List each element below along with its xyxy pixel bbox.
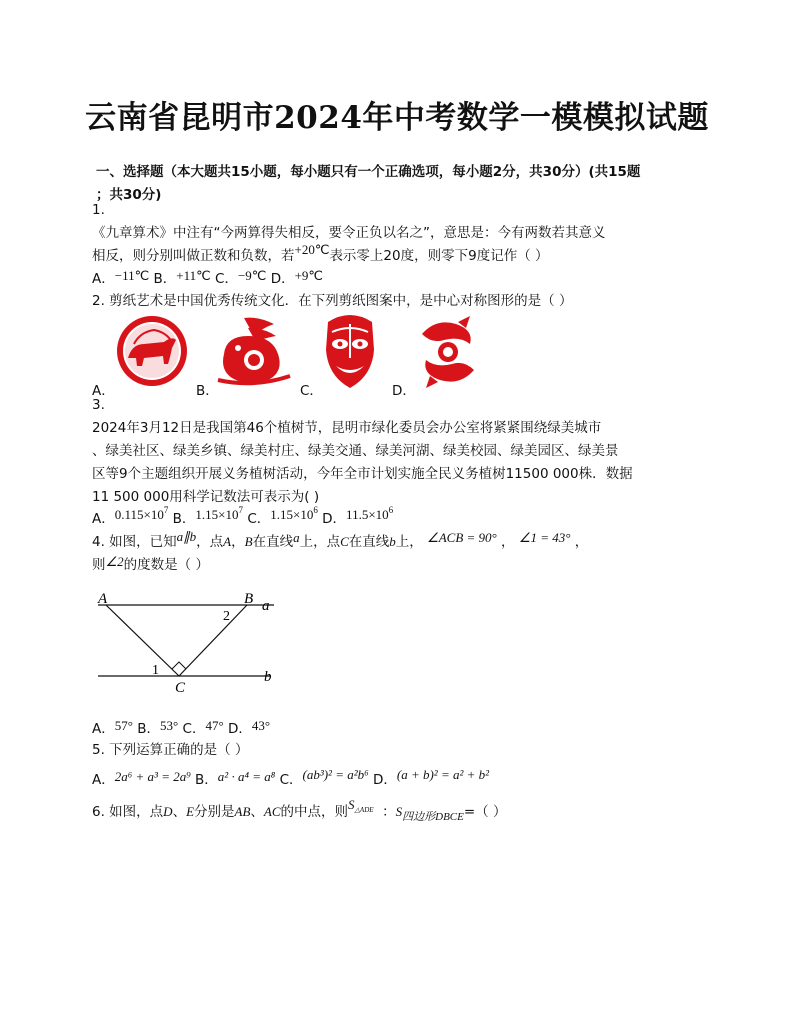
q3-line1: 2024年3月12日是我国第46个植树节，昆明市绿化委员会办公室将紧紧围绕绿美城市 xyxy=(92,420,602,436)
q6-area-dbce xyxy=(395,804,464,823)
q1-option-b-value: +11℃ xyxy=(176,268,211,283)
q5-text: 5. 下列运算正确的是（ ） xyxy=(92,742,249,758)
fig-label-c-point: C xyxy=(175,680,186,696)
q4-text-o: ， xyxy=(501,534,515,550)
q4-line-a: a xyxy=(293,530,300,545)
q1-option-a-value: −11℃ xyxy=(114,268,150,283)
q3-option-b-exp: 7 xyxy=(238,505,244,515)
q4-point-c: C xyxy=(340,534,349,549)
q4-text-i: 上，点 xyxy=(299,534,341,550)
section-heading: 一、选择题（本大题共15小题，每小题只有一个正确选项，每小题2分，共30分）(共15题 xyxy=(96,164,641,180)
q4-option-a-label[interactable]: A． xyxy=(92,721,115,737)
q6-text-i: 的中点，则 xyxy=(280,804,349,820)
q5-option-c-label[interactable]: C． xyxy=(279,772,303,788)
q5-option-b-expr: a² · a⁴ = a⁸ xyxy=(217,769,276,784)
q6-text-k: =（ ） xyxy=(463,804,507,820)
paper-cut-rabbit-icon xyxy=(214,314,296,392)
q1-line2 xyxy=(92,244,549,264)
q6-text-e: 分别是 xyxy=(194,804,235,820)
q6-area-ade xyxy=(348,797,374,812)
q5-option-d-expr: (a + b)² = a² + b² xyxy=(396,767,490,782)
q1-options xyxy=(92,267,323,287)
q5-option-a-label[interactable]: A． xyxy=(92,772,115,788)
q6-text-g: 、 xyxy=(250,804,264,820)
q5-option-a-expr: 2a⁶ + a³ = 2a⁹ xyxy=(114,769,191,784)
q4-text-m: 上， xyxy=(395,534,423,550)
q6-segment-ac: AC xyxy=(263,804,281,819)
q3-options xyxy=(92,507,393,527)
q4-option-c-value: 47° xyxy=(205,718,224,733)
q6-text-c: 、 xyxy=(172,804,187,820)
q6-point-d: D xyxy=(163,804,173,819)
q2-option-c-label[interactable]: C． xyxy=(300,383,323,399)
q6-s2-sub: 四边形DBCE xyxy=(402,811,464,823)
section-heading-cont: ；共30分) xyxy=(96,187,162,203)
q3-line4: 11 500 000用科学记数法可表示为( ) xyxy=(92,489,320,505)
q2-text: 2. 剪纸艺术是中国优秀传统文化．在下列剪纸图案中，是中心对称图形的是（ ） xyxy=(92,293,573,309)
fig-label-angle-1: 1 xyxy=(152,663,159,678)
page-title: 云南省昆明市2024年中考数学一模模拟试题 xyxy=(85,100,709,136)
q4-text-q: ， xyxy=(574,534,589,550)
q3-option-d-label[interactable]: D． xyxy=(322,511,347,527)
q4-line-b: b xyxy=(389,534,396,549)
q3-option-a-exp: 7 xyxy=(163,505,169,515)
q3-option-c-label[interactable]: C． xyxy=(247,511,271,527)
q4-option-b-value: 53° xyxy=(160,718,179,733)
q1-option-c-label[interactable]: C． xyxy=(215,271,238,287)
q1-line2a: 相反，则分别叫做正数和负数，若 xyxy=(92,248,295,264)
paper-cut-opera-mask-icon xyxy=(322,310,378,394)
q5-option-c-expr: (ab³)² = a²b⁶ xyxy=(302,767,369,782)
q2-option-a-label[interactable]: A． xyxy=(92,383,115,399)
q1-option-d-value: +9℃ xyxy=(294,268,324,283)
q1-option-a-label[interactable]: A． xyxy=(92,271,115,287)
q5-option-d-label[interactable]: D． xyxy=(372,772,397,788)
paper-cut-fish-icon xyxy=(414,314,482,394)
q2-option-d-label[interactable]: D． xyxy=(392,383,416,399)
q3-option-c-value xyxy=(270,507,318,522)
q4-option-d-label[interactable]: D． xyxy=(227,721,252,737)
q4-point-a: A xyxy=(223,534,232,549)
q4-text-a: 4. 如图，已知 xyxy=(92,534,177,550)
q1-line2b: 表示零上20度，则零下9度记作（ ） xyxy=(329,248,549,264)
q3-line2: 、绿美社区、绿美乡镇、绿美村庄、绿美交通、绿美河湖、绿美校园、绿美园区、绿美景 xyxy=(92,443,619,459)
q1-line1: 《九章算术》中注有“今两算得失相反，要令正负以名之”，意思是：今有两数若其意义 xyxy=(92,225,606,241)
q6-s-sub: △ADE xyxy=(354,806,374,814)
q4-angle-1: ∠1 = 43° xyxy=(518,530,571,545)
q3-option-d-value xyxy=(346,507,393,522)
q3-option-b-coef: 1.15×10 xyxy=(195,507,239,522)
q6-point-e: E xyxy=(186,804,195,819)
q1-number: 1. xyxy=(92,202,105,218)
q3-number: 3. xyxy=(92,397,105,413)
q4-options xyxy=(92,717,270,737)
q3-option-d-exp: 6 xyxy=(388,505,394,515)
fig-label-angle-2: 2 xyxy=(223,609,230,624)
q4-option-a-value: 57° xyxy=(114,718,133,733)
q4-text-g: 在直线 xyxy=(252,534,294,550)
q4-point-b: B xyxy=(244,534,253,549)
q4-text-2a: 则 xyxy=(92,557,106,573)
q4-line2 xyxy=(92,553,209,573)
q6-segment-ab: AB xyxy=(234,804,251,819)
q1-option-d-label[interactable]: D． xyxy=(270,271,295,287)
q4-angle-2: ∠2 xyxy=(105,554,124,569)
q3-line3: 区等9个主题组织开展义务植树活动，今年全市计划实施全民义务植树11500 000株．数据 xyxy=(92,466,633,482)
q6-text-a: 6. 如图，点 xyxy=(92,804,164,820)
q3-option-a-label[interactable]: A． xyxy=(92,511,115,527)
q4-option-d-value: 43° xyxy=(251,718,271,733)
q4-option-c-label[interactable]: C． xyxy=(182,721,206,737)
q3-option-b-value xyxy=(195,507,243,522)
q4-parallel-expr: a∥b xyxy=(176,529,197,544)
q1-option-b-label[interactable]: B． xyxy=(153,271,177,287)
q4-line1 xyxy=(92,530,588,550)
q5-option-b-label[interactable]: B． xyxy=(195,772,218,788)
q3-option-a-coef: 0.115×10 xyxy=(114,507,164,522)
q3-option-a-value xyxy=(115,507,169,522)
q1-option-c-value: −9℃ xyxy=(237,268,267,283)
fig-label-b-point: B xyxy=(244,591,254,607)
q3-option-c-exp: 6 xyxy=(313,505,318,515)
q6-text xyxy=(92,797,507,824)
q6-s2-main: S xyxy=(395,804,403,819)
q6-s-main: S xyxy=(348,797,355,812)
q2-option-b-label[interactable]: B． xyxy=(196,383,219,399)
q4-option-b-label[interactable]: B． xyxy=(137,721,161,737)
q6-text-j: ： xyxy=(382,804,396,820)
fig-label-line-a: a xyxy=(262,598,270,614)
q4-figure xyxy=(92,588,282,700)
q5-options xyxy=(92,768,489,788)
paper-cut-ox-icon xyxy=(114,314,190,392)
q3-option-d-coef: 11.5×10 xyxy=(346,507,389,522)
fig-label-line-b: b xyxy=(264,669,272,685)
q4-text-e: ， xyxy=(231,534,245,550)
q4-text-k: 在直线 xyxy=(348,534,390,550)
q4-text-c: ，点 xyxy=(196,534,224,550)
q4-angle-acb: ∠ACB = 90° xyxy=(427,530,497,545)
q1-expr: +20℃ xyxy=(294,242,330,257)
q3-option-c-coef: 1.15×10 xyxy=(270,507,314,522)
q3-option-b-label[interactable]: B． xyxy=(172,511,196,527)
fig-label-a-point: A xyxy=(98,591,108,607)
q4-text-2c: 的度数是（ ） xyxy=(123,557,209,573)
